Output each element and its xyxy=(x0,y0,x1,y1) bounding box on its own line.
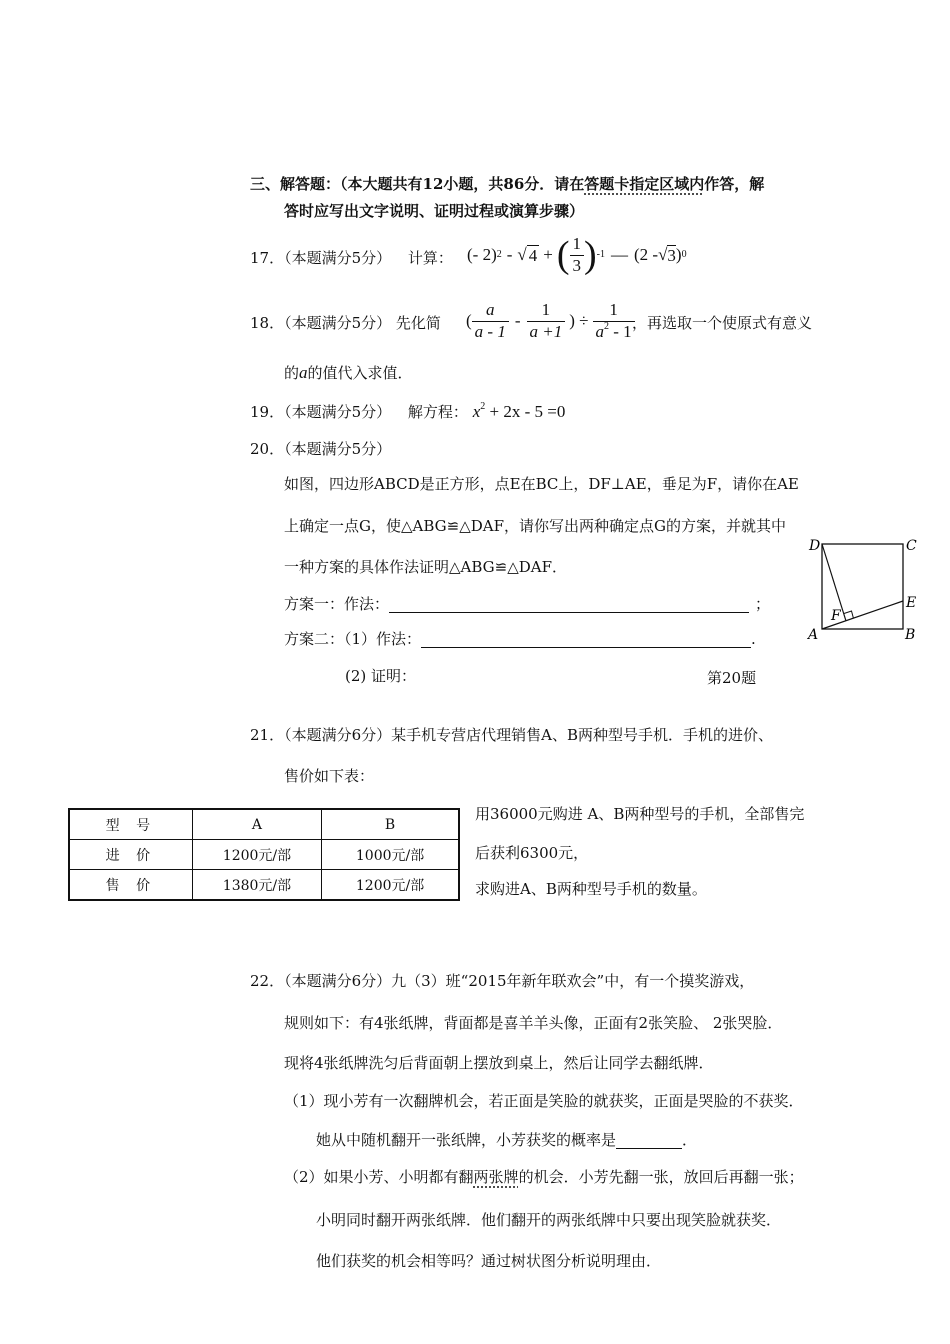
q18-line2 xyxy=(284,362,413,383)
question-19 xyxy=(250,401,565,422)
q18-rparen-div: ) ÷ xyxy=(569,311,589,330)
table-cell: 1200元/部 xyxy=(322,870,459,901)
q19-x: x xyxy=(472,402,481,421)
table-row xyxy=(69,840,459,870)
q17-term-c: (2 - xyxy=(634,245,659,264)
q20-plan1-answer-blank[interactable] xyxy=(389,596,749,613)
q18-points: （本题满分5分） xyxy=(284,314,392,332)
q19-equation xyxy=(473,402,566,421)
label-a: A xyxy=(808,627,819,643)
q22-sub2-pre: （2）如果小芳、小明都有翻 xyxy=(284,1168,474,1186)
q22-sub2-line3: 他们获奖的机会相等吗？通过树状图分析说明理由． xyxy=(316,1252,662,1270)
q17-frac-num: 1 xyxy=(570,234,585,255)
q20-plan2-end: . xyxy=(751,630,756,648)
q18-var-a: a xyxy=(299,363,308,382)
table-header-cell: 型 号 xyxy=(69,809,192,840)
q21-side-line2: 后获利6300元， xyxy=(475,844,589,862)
q19-number: 19． xyxy=(250,403,285,421)
q18-number: 18． xyxy=(250,314,285,332)
q20-figure-caption: 第20题 xyxy=(707,669,757,687)
q20-line2: 上确定一点G，使△ABG≌△DAF，请你写出两种确定点G的方案，并就其中 xyxy=(284,517,786,535)
q22-sub2-line2: 小明同时翻开两张纸牌．他们翻开的两张纸牌中只要出现笑脸就获奖． xyxy=(316,1211,782,1229)
q22-sub2-post: 的机会．小芳先翻一张，放回后再翻一张； xyxy=(518,1168,804,1186)
q17-sqrt3-value: 3 xyxy=(667,245,676,265)
q17-term-a: (- 2) xyxy=(467,245,497,264)
q21-points: （本题满分6分） xyxy=(284,726,392,744)
q21-line1: 某手机专营店代理销售A、B两种型号手机．手机的进价、 xyxy=(391,726,773,744)
q20-plan2 xyxy=(284,628,756,649)
q19-rest: + 2x - 5 =0 xyxy=(485,402,566,421)
question-17 xyxy=(250,247,453,268)
q18-fraction-2 xyxy=(527,300,566,342)
section-3-heading xyxy=(250,173,764,194)
sqrt3-icon: √ xyxy=(658,245,668,264)
q17-prompt: 计算： xyxy=(407,249,453,267)
q18-fraction-1 xyxy=(472,300,509,342)
q18-line2-pre: 的 xyxy=(284,364,300,382)
question-22 xyxy=(250,970,754,991)
q18-f2-num: 1 xyxy=(527,300,566,321)
q18-line2-post: 的值代入求值． xyxy=(307,364,413,382)
q17-sqrt-value: 4 xyxy=(528,245,538,265)
section-3-heading-line2: 答时应写出文字说明、证明过程或演算步骤） xyxy=(284,202,585,220)
table-header-row xyxy=(69,809,459,840)
table-header-cell: B xyxy=(322,809,459,840)
question-21 xyxy=(250,724,773,745)
q18-f1-num: a xyxy=(472,300,509,321)
label-d: D xyxy=(809,538,821,554)
q20-points: （本题满分5分） xyxy=(284,440,392,458)
q21-side-line3: 求购进A、B两种型号手机的数量。 xyxy=(475,880,707,898)
q18-expression xyxy=(466,296,635,346)
heading-emphasis: 答题卡指定区域内 xyxy=(584,175,705,193)
q20-proof-label: (2) 证明： xyxy=(345,667,417,685)
q20-line1: 如图，四边形ABCD是正方形，点E在BC上，DF⊥AE，垂足为F，请你在AE xyxy=(284,475,799,493)
q22-line3: 现将4张纸牌洗匀后背面朝上摆放到桌上，然后让同学去翻纸牌． xyxy=(284,1054,714,1072)
q18-f3-den-rest: - 1 xyxy=(609,321,632,341)
label-c: C xyxy=(906,538,917,554)
q19-exp: 2 xyxy=(480,401,486,412)
q17-number: 17． xyxy=(250,249,285,267)
label-e: E xyxy=(906,595,917,611)
q22-sub2-line1 xyxy=(284,1166,804,1187)
table-cell: 1200元/部 xyxy=(192,840,321,870)
q20-plan1-label: 方案一：作法： xyxy=(284,595,390,613)
q21-line2: 售价如下表： xyxy=(284,767,375,785)
q17-minus: - xyxy=(506,245,513,264)
q20-plan2-label: 方案二：（1）作法： xyxy=(284,630,422,648)
label-f: F xyxy=(831,608,841,624)
q18-f2-den: a +1 xyxy=(529,321,563,341)
square-abcd-figure xyxy=(800,532,925,647)
q17-frac-den: 3 xyxy=(572,255,581,275)
q20-plan1-end: ； xyxy=(755,595,771,613)
q22-probability-blank[interactable] xyxy=(616,1132,682,1149)
q20-plan1 xyxy=(284,593,770,614)
right-paren-large: ) xyxy=(584,234,597,276)
q22-sub1-end: ． xyxy=(682,1131,698,1149)
q18-minus: - xyxy=(514,311,521,330)
table-cell: 1000元/部 xyxy=(322,840,459,870)
q20-plan2-answer-blank[interactable] xyxy=(421,631,751,648)
q19-prompt: 解方程： xyxy=(407,403,468,421)
q19-points: （本题满分5分） xyxy=(284,403,392,421)
table-cell: 进 价 xyxy=(69,840,192,870)
q17-points: （本题满分5分） xyxy=(284,249,392,267)
question-20 xyxy=(250,438,391,459)
q17-close-paren: ) xyxy=(675,245,682,264)
q18-prompt: 先化简 xyxy=(395,314,441,332)
q18-lparen: ( xyxy=(466,311,472,330)
sqrt-icon: √ xyxy=(517,245,527,264)
q22-line2: 规则如下：有4张纸牌，背面都是喜羊羊头像，正面有2张笑脸、 2张哭脸． xyxy=(284,1014,783,1032)
heading-text: 三、解答题：（本大题共有12小题，共86分．请在 xyxy=(250,175,585,193)
q17-fraction xyxy=(570,234,585,276)
q18-f3-num: 1 xyxy=(593,300,635,321)
table-header-cell: A xyxy=(192,809,321,840)
table-cell: 1380元/部 xyxy=(192,870,321,901)
q17-expression: (- 2) 2 - √ 4 + ( $\frac{1}{3}$ ) -1 — (2 - √ 3 ) 0 xyxy=(467,234,687,276)
q22-sub1-line1: （1）现小芳有一次翻牌机会，若正面是笑脸的就获奖，正面是哭脸的不获奖． xyxy=(284,1092,804,1110)
table-cell: 售 价 xyxy=(69,870,192,901)
q18-f3-den-sup: 2 xyxy=(604,320,609,332)
q17-dash: — xyxy=(611,245,628,264)
q18-tail: ，再选取一个使原式有意义 xyxy=(632,314,813,332)
q18-fraction-3 xyxy=(593,300,635,342)
q17-plus: + xyxy=(543,245,553,264)
q21-side-line1: 用36000元购进 A、B两种型号的手机，全部售完 xyxy=(475,805,805,823)
q22-sub2-emphasis: 两张牌 xyxy=(473,1168,519,1186)
q18-f3-den-a: a xyxy=(595,321,604,341)
question-18 xyxy=(250,312,441,333)
q21-number: 21． xyxy=(250,726,285,744)
q22-points: （本题满分6分） xyxy=(284,972,392,990)
q18-f1-den: a - 1 xyxy=(474,321,506,341)
q22-number: 22． xyxy=(250,972,285,990)
price-table xyxy=(68,808,460,901)
heading-tail: 作答，解 xyxy=(704,175,765,193)
label-b: B xyxy=(905,627,916,643)
q20-number: 20． xyxy=(250,440,285,458)
table-row xyxy=(69,870,459,901)
q22-sub1-line2 xyxy=(316,1129,697,1150)
left-paren-large: ( xyxy=(556,234,570,276)
q20-line3: 一种方案的具体作法证明△ABG≌△DAF． xyxy=(284,558,568,576)
q22-sub1-text: 她从中随机翻开一张纸牌，小芳获奖的概率是 xyxy=(316,1131,617,1149)
q22-line1: 九（3）班“2015年新年联欢会”中，有一个摸奖游戏， xyxy=(391,972,755,990)
